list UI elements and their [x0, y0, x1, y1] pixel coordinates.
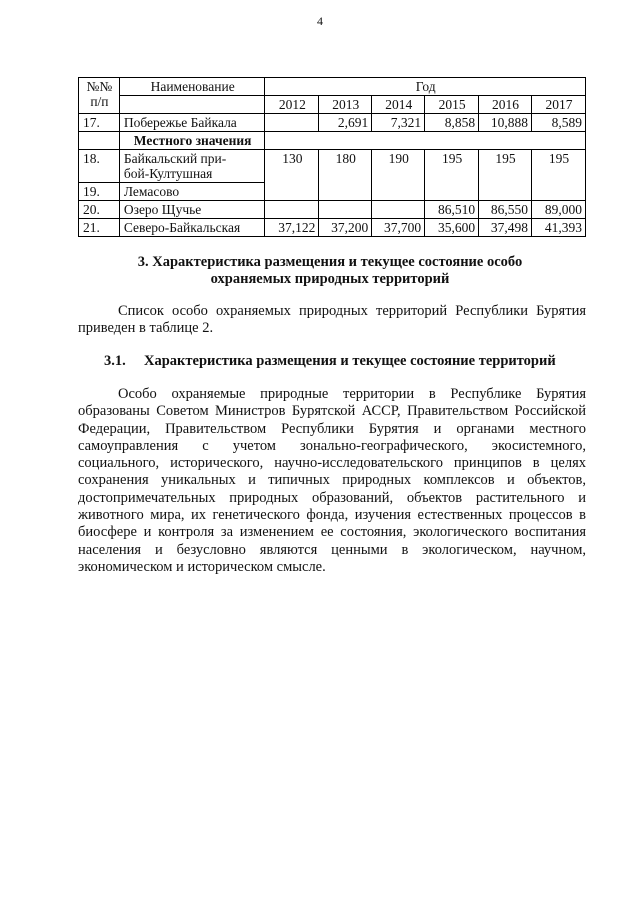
header-num-line2: п/п [90, 94, 109, 109]
row-value: 37,700 [372, 219, 425, 237]
row-number: 20. [79, 201, 120, 219]
row-value [372, 201, 425, 219]
row-value: 130 [265, 150, 319, 201]
row-value: 89,000 [532, 201, 586, 219]
row-value: 37,200 [319, 219, 372, 237]
table-row [79, 150, 586, 183]
section-empty [79, 132, 120, 150]
header-year-group: Год [265, 78, 586, 96]
row-value: 195 [479, 150, 532, 201]
header-year: 2014 [372, 96, 425, 114]
row-value: 86,550 [479, 201, 532, 219]
header-name: Наименование [119, 78, 265, 96]
row-value: 195 [425, 150, 479, 201]
section-empty-values [265, 132, 586, 150]
row-name [119, 150, 265, 183]
section-3-1-heading [104, 353, 584, 370]
row-name: Озеро Щучье [119, 201, 265, 219]
row-name-line2: бой-Култушная [123, 166, 213, 181]
section-3-1-title: Характеристика размещения и текущее состояние территорий [144, 353, 556, 369]
row-value [265, 201, 319, 219]
header-year: 2016 [479, 96, 532, 114]
table-header-years-row [79, 96, 586, 114]
header-year: 2012 [265, 96, 319, 114]
section-3-paragraph: Список особо охраняемых природных территорий Республики Бурятия приведен в таблице 2. [78, 303, 586, 336]
row-value [319, 201, 372, 219]
section-3-heading-line2: охраняемых природных территорий [210, 271, 450, 287]
row-number: 17. [79, 114, 120, 132]
row-number: 18. [79, 150, 120, 183]
row-value: 35,600 [425, 219, 479, 237]
row-value: 37,122 [265, 219, 319, 237]
row-value: 10,888 [479, 114, 532, 132]
section-3-1-paragraph: Особо охраняемые природные территории в Республике Бурятия образованы Советом Министров Бурятской АССР, Правительством Российской Федерации, Правительством Республики Бурятия и органами местного самоуправления с учетом зонально-географического, экосистемного, социального, исторического, научно-исследовательского принципов в целях сохранения уникальных и типичных природных комплексов и объектов, достопримечательных природных образований, объектов растительного и животного мира, их генетического фонда, изучения естественных процессов в биосфере и контроля за изменением ее состояния, экологического воспитания населения и безусловно являются ценными в экологическом, научном, экономическом и историческом смысле. [78, 386, 586, 575]
section-label: Местного значения [119, 132, 265, 150]
header-year: 2015 [425, 96, 479, 114]
header-num [79, 78, 120, 114]
table-section-row [79, 132, 586, 150]
row-value: 86,510 [425, 201, 479, 219]
row-name: Лемасово [119, 183, 265, 201]
table-row [79, 219, 586, 237]
row-value: 2,691 [319, 114, 372, 132]
table-row [79, 201, 586, 219]
row-name-line1: Байкальский при- [123, 151, 227, 166]
row-value: 41,393 [532, 219, 586, 237]
row-name: Северо-Байкальская [119, 219, 265, 237]
table-row [79, 114, 586, 132]
section-3-1-number: 3.1. [104, 353, 126, 369]
row-value: 180 [319, 150, 372, 201]
row-name: Побережье Байкала [119, 114, 265, 132]
row-number: 21. [79, 219, 120, 237]
protected-areas-table [78, 77, 586, 237]
row-value [265, 114, 319, 132]
header-name-empty [119, 96, 265, 114]
row-value: 8,858 [425, 114, 479, 132]
row-value: 7,321 [372, 114, 425, 132]
section-3-heading [100, 254, 560, 288]
header-year: 2017 [532, 96, 586, 114]
table-header-row [79, 78, 586, 96]
row-number: 19. [79, 183, 120, 201]
header-year: 2013 [319, 96, 372, 114]
row-value: 190 [372, 150, 425, 201]
row-value: 195 [532, 150, 586, 201]
row-value: 37,498 [479, 219, 532, 237]
row-value: 8,589 [532, 114, 586, 132]
header-num-line1: №№ [86, 79, 113, 94]
page-number: 4 [317, 14, 323, 28]
section-3-heading-line1: 3. Характеристика размещения и текущее состояние особо [137, 254, 523, 270]
